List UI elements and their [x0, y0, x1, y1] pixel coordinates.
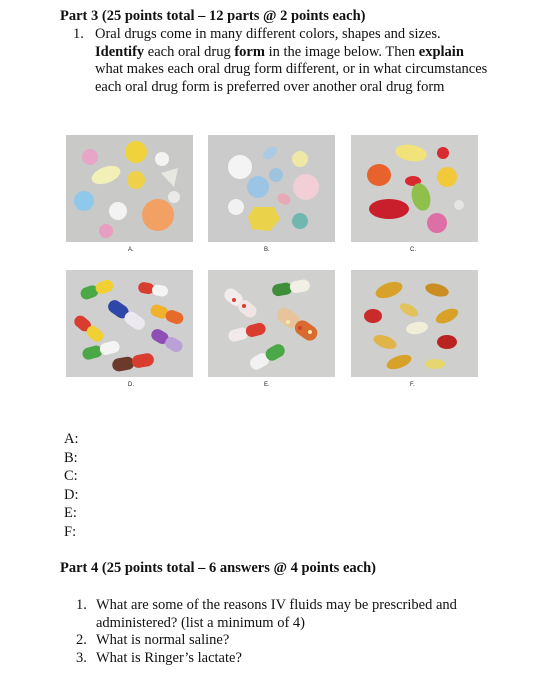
tablets-photo-c [351, 135, 478, 242]
part4-title: Part 4 (25 points total – 6 answers @ 4 points each) [60, 560, 376, 576]
pill-image-e [208, 270, 335, 377]
question-text-mid2: in the image below. Then [264, 43, 419, 60]
question-number: 1. [73, 26, 84, 42]
question-text-mid1: each oral drug [144, 43, 235, 60]
answer-label-a: A: [64, 431, 79, 447]
pill-image-b [208, 135, 335, 242]
question-text: What is Ringer’s lactate? [96, 649, 242, 666]
answer-label-e: E: [64, 505, 77, 522]
tablets-photo-a [66, 135, 193, 242]
emphasis-form: form [234, 43, 265, 60]
answer-list [64, 430, 79, 542]
image-caption-d: D. [128, 382, 134, 388]
pill-image-f [351, 270, 478, 377]
capsules-photo-d [66, 270, 193, 377]
part3-title: Part 3 (25 points total – 12 parts @ 2 points each) [60, 8, 366, 24]
pill-image-d [66, 270, 193, 377]
image-caption-f: F. [410, 382, 415, 388]
question-number: 2. [76, 632, 87, 648]
question-text-intro: Oral drugs come in many different colors, shapes and sizes. [95, 26, 441, 42]
answer-label-f: F: [64, 523, 77, 540]
emphasis-identify: Identify [95, 43, 145, 60]
part4-question-2 [76, 632, 496, 650]
capsules-photo-e [208, 270, 335, 377]
question-number: 1. [76, 597, 87, 613]
question-text: What is normal saline? [96, 632, 230, 648]
answer-label-c: C: [64, 468, 78, 485]
image-caption-e: E. [264, 382, 270, 388]
softgels-photo-f [351, 270, 478, 377]
part4-question-list [76, 597, 496, 667]
part4-question-1 [76, 597, 496, 632]
answer-label-b: B: [64, 449, 78, 466]
image-caption-b: B. [264, 247, 270, 253]
pill-image-c [351, 135, 478, 242]
tablets-photo-b [208, 135, 335, 242]
question-text: What are some of the reasons IV fluids may be prescribed and administered? (list a minimum of 4) [96, 597, 457, 631]
image-caption-c: C. [410, 247, 416, 253]
answer-label-d: D: [64, 486, 79, 503]
question-number: 3. [76, 649, 87, 666]
part4-question-3 [76, 650, 496, 668]
pill-image-a [66, 135, 193, 242]
question-text [95, 26, 493, 96]
part3-question-1 [73, 26, 493, 96]
image-caption-a: A. [128, 247, 134, 253]
emphasis-explain: explain [418, 43, 464, 60]
question-text-rest: what makes each oral drug form different, or in what circumstances each oral drug form is preferred over another oral drug form [95, 61, 488, 95]
